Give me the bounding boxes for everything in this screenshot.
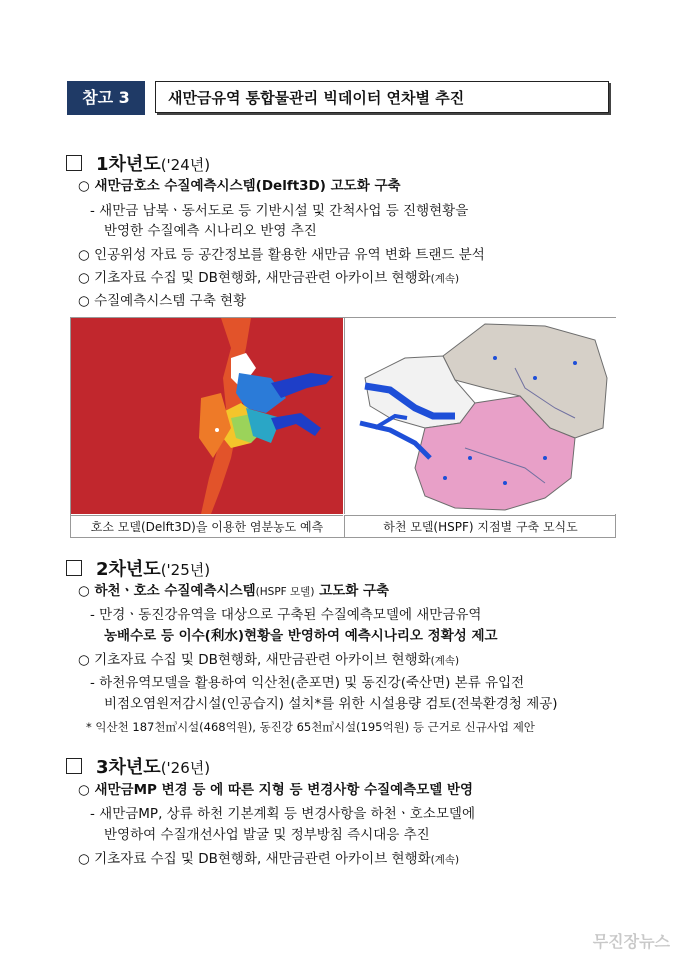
watershed-map-image bbox=[344, 318, 616, 514]
salinity-map-image bbox=[71, 318, 343, 514]
subitem-progress: - 새만금 남북ㆍ동서도로 등 기반시설 및 간척사업 등 진행현황을 bbox=[90, 203, 469, 219]
section-heading-year2: 2차년도('25년) bbox=[66, 555, 210, 581]
checkbox-square-icon bbox=[66, 560, 82, 576]
item-satellite: ○ 인공위성 자료 등 공간정보를 활용한 새만금 유역 변화 트랜드 분석 bbox=[78, 247, 485, 263]
item-db-update-3: ○ 기초자료 수집 및 DB현행화, 새만금관련 아카이브 현행화(계속) bbox=[78, 851, 460, 867]
item-delft3d: ○ 새만금호소 수질예측시스템(Delft3D) 고도화 구축 bbox=[78, 178, 401, 194]
document-header bbox=[67, 81, 611, 115]
subitem-mp: - 새만금MP, 상류 하천 기본계획 등 변경사항을 하천ㆍ호소모델에 bbox=[90, 806, 476, 822]
left-figure-caption: 호소 모델(Delft3D)을 이용한 염분농도 예측 bbox=[71, 515, 343, 538]
section-heading-year1: 1차년도('24년) bbox=[66, 150, 210, 176]
subitem-mp-cont: 반영하여 수질개선사업 발굴 및 정부방침 즉시대응 추진 bbox=[104, 827, 430, 843]
item-status: ○ 수질예측시스템 구축 현황 bbox=[78, 293, 247, 309]
item-db-update: ○ 기초자료 수집 및 DB현행화, 새만금관련 아카이브 현행화(계속) bbox=[78, 270, 460, 286]
subitem-progress-cont: 반영한 수질예측 시나리오 반영 추진 bbox=[104, 223, 317, 239]
item-db-update-2: ○ 기초자료 수집 및 DB현행화, 새만금관련 아카이브 현행화(계속) bbox=[78, 652, 460, 668]
right-figure-caption: 하천 모델(HSPF) 지점별 구축 모식도 bbox=[344, 515, 616, 538]
checkbox-square-icon bbox=[66, 758, 82, 774]
model-figure bbox=[70, 317, 616, 538]
subitem-watershed-cont: 농배수로 등 이수(利水)현황을 반영하여 예측시나리오 정확성 제고 bbox=[104, 628, 498, 644]
section-heading-year3: 3차년도('26년) bbox=[66, 753, 210, 779]
checkbox-square-icon bbox=[66, 155, 82, 171]
watermark-logo: 무진장뉴스 bbox=[592, 932, 670, 951]
subitem-watershed: - 만경ㆍ동진강유역을 대상으로 구축된 수질예측모델에 새만금유역 bbox=[90, 607, 482, 623]
item-hspf: ○ 하천ㆍ호소 수질예측시스템(HSPF 모델) 고도화 구축 bbox=[78, 583, 390, 599]
footnote: * 익산천 187천㎥시설(468억원), 동진강 65천㎥시설(195억원) 등 근거로 신규사업 제안 bbox=[86, 720, 535, 734]
item-mp-change: ○ 새만금MP 변경 등 에 따른 지형 등 변경사항 수질예측모델 반영 bbox=[78, 782, 474, 798]
reference-tag: 참고 3 bbox=[67, 81, 145, 115]
document-title: 새만금유역 통합물관리 빅데이터 연차별 추진 bbox=[155, 81, 609, 113]
subitem-river-model: - 하천유역모델을 활용하여 익산천(춘포면) 및 동진강(죽산면) 본류 유입전 bbox=[90, 675, 525, 691]
subitem-river-model-cont: 비점오염원저감시설(인공습지) 설치*를 위한 시설용량 검토(전북환경청 제공) bbox=[104, 696, 558, 712]
